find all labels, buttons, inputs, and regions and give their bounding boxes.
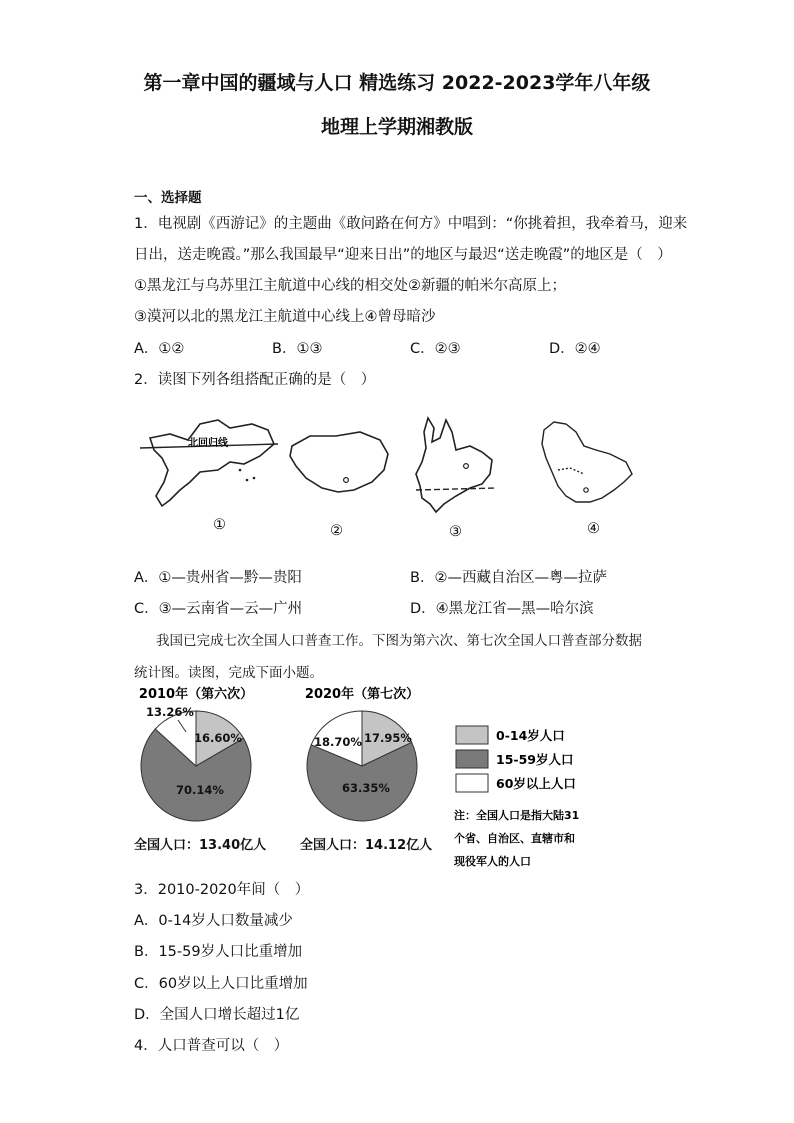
legend-label-15-59: 15-59岁人口 [496,752,574,767]
capital-dot [344,478,349,483]
q1-line2: 日出，送走晚霞。”那么我国最早“迎来日出”的地区与最迟“送走晚霞”的地区是（ ） [134,247,672,263]
q1-line4: ③漠河以北的黑龙江主航道中心线上④曾母暗沙 [134,309,436,325]
legend-label-0-14: 0-14岁人口 [496,728,565,743]
q2-option-b: B．②—西藏自治区—粤—拉萨 [410,570,607,586]
pie1-label-2: 13.26% [146,705,194,719]
doc-title-line2: 地理上学期湘教版 [320,116,473,138]
chart-note-line1: 注：全国人口是指大陆31 [454,809,580,822]
pie1-slices [141,705,251,821]
fig-label-3: ③ [449,524,462,540]
q3-option-b: B．15-59岁人口比重增加 [134,944,303,960]
tropic-label: 北回归线 [188,438,228,449]
q1-option-b: B．①③ [272,341,323,357]
legend-swatch-60plus [456,774,488,792]
q3-option-c: C．60岁以上人口比重增加 [134,976,308,992]
island-dot [239,469,242,472]
q4-stem: 4．人口普查可以（ ） [134,1038,289,1054]
pie2-label-2: 18.70% [314,735,362,749]
chart-note-line3: 现役军人的人口 [454,855,531,868]
fig-label-4: ④ [587,521,600,537]
q2-stem: 2．读图下列各组搭配正确的是（ ） [134,372,376,388]
map-heilongjiang [542,422,632,502]
map-qinghai [290,432,388,492]
q1-option-c: C．②③ [410,341,461,357]
q2-option-a: A．①—贵州省—黔—贵阳 [134,570,302,586]
pie1-label-0: 16.60% [194,731,242,745]
map-yunnan [416,418,496,512]
q1-option-a: A．①② [134,341,185,357]
island-dot [246,479,249,482]
pie2-total: 全国人口：14.12亿人 [300,838,433,853]
capital-dot [584,488,588,492]
pie2-title: 2020年（第七次） [304,687,420,702]
pie1-title: 2010年（第六次） [138,687,254,702]
fig-label-2: ② [330,523,343,539]
q2-option-d: D．④黑龙江省—黑—哈尔滨 [410,601,594,617]
doc-title-line1: 第一章中国的疆域与人口 精选练习 2022-2023学年八年级 [143,72,651,94]
q1-line1: 1．电视剧《西游记》的主题曲《敢问路在何方》中唱到：“你挑着担，我牵着马，迎来 [134,216,688,232]
island-dot [253,477,256,480]
intro-line1: 我国已完成七次全国人口普查工作。下图为第六次、第七次全国人口普查部分数据 [156,633,642,649]
pie1-total: 全国人口：13.40亿人 [134,838,267,853]
q3-option-d: D．全国人口增长超过1亿 [134,1007,300,1023]
legend-label-60plus: 60岁以上人口 [496,776,576,791]
chart-note-line2: 个省、自治区、直辖市和 [454,832,575,845]
pie2-slices [307,711,417,821]
q1-option-d: D．②④ [549,341,601,357]
pie2-label-1: 63.35% [342,781,390,795]
intro-line2: 统计图。读图，完成下面小题。 [134,665,323,681]
pie1-label-1: 70.14% [176,783,224,797]
pie2-label-0: 17.95% [364,731,412,745]
q2-option-c: C．③—云南省—云—广州 [134,601,303,617]
q1-line3: ①黑龙江与乌苏里江主航道中心线的相交处②新疆的帕米尔高原上； [134,278,566,294]
legend-swatch-15-59 [456,750,488,768]
capital-dot [464,464,469,469]
fig-label-1: ① [213,517,226,533]
q3-option-a: A．0-14岁人口数量减少 [134,913,293,929]
map-guangdong [140,420,278,506]
section-heading: 一、选择题 [134,190,202,206]
q3-stem: 3．2010-2020年间（ ） [134,882,310,898]
legend-swatch-0-14 [456,726,488,744]
